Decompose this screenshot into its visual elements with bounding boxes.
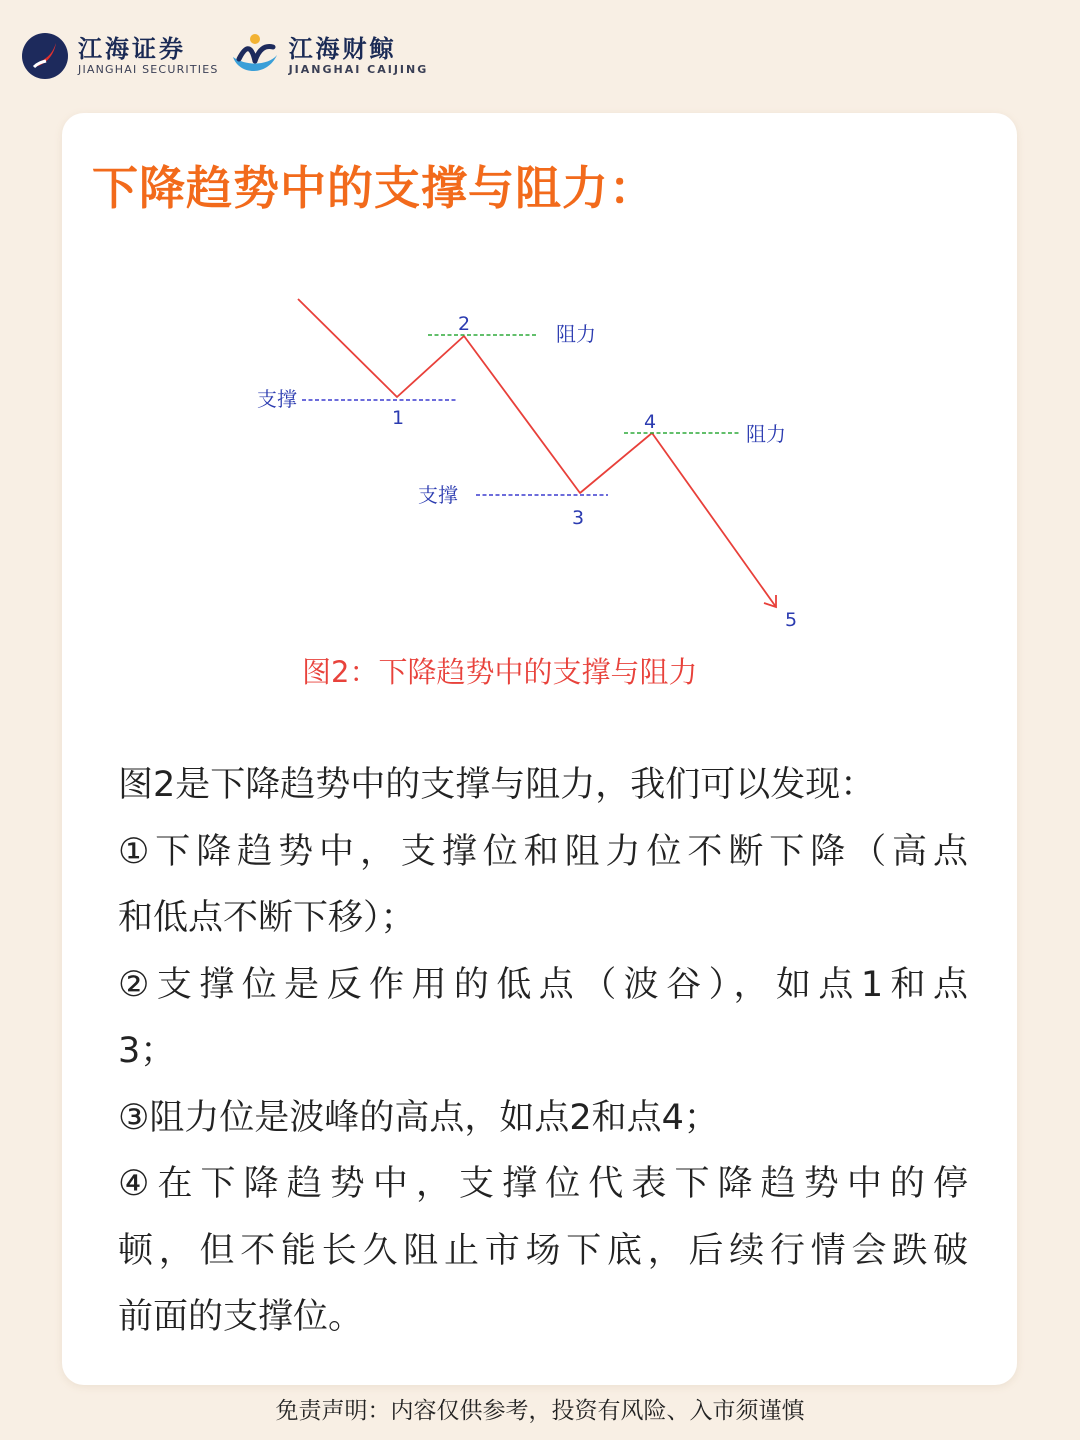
item-4-line-2: 顿，但不能长久阻止市场下底，后续行情会跌破 (118, 1230, 968, 1271)
item-3-line: ③阻力位是波峰的高点，如点2和点4； (118, 1097, 719, 1138)
brand-jianghai-caijing (229, 31, 429, 81)
item-4-line-1: ④在下降趋势中，支撑位代表下降趋势中的停 (118, 1164, 968, 1204)
point-label-4: 4 (644, 411, 657, 433)
resistance-label-1: 阻力 (556, 322, 596, 346)
item-2-line-1: ②支撑位是反作用的低点（波谷），如点1和点 (118, 964, 968, 1005)
item-4-line-3: 前面的支撑位。 (118, 1297, 364, 1337)
diagram-caption: 图2：下降趋势中的支撑与阻力 (302, 655, 698, 689)
header (20, 28, 440, 84)
item-2-line-2: 3； (118, 1031, 176, 1071)
point-label-2: 2 (458, 313, 471, 335)
price-line (298, 299, 776, 607)
explanation-text (118, 752, 968, 1351)
intro-line: 图2是下降趋势中的支撑与阻力，我们可以发现： (118, 765, 876, 805)
brand2-name: 江海财鲸 (288, 35, 397, 63)
support-label-1: 支撑 (257, 387, 297, 411)
item-1-line-1: ①下降趋势中，支撑位和阻力位不断下降（高点 (118, 831, 968, 872)
page-title: 下降趋势中的支撑与阻力： (92, 161, 656, 215)
whale-logo-icon (229, 31, 281, 81)
brand1-name: 江海证券 (78, 35, 186, 63)
support-label-2: 支撑 (418, 483, 458, 507)
point-label-3: 3 (572, 507, 585, 529)
support-resistance-diagram (240, 285, 820, 645)
point-label-5: 5 (785, 609, 798, 631)
disclaimer: 免责声明：内容仅供参考，投资有风险、入市须谨慎 (275, 1398, 805, 1424)
resistance-label-2: 阻力 (746, 422, 786, 446)
brand-jianghai-securities (20, 31, 219, 81)
brand1-english: JIANGHAI SECURITIES (78, 63, 219, 76)
item-1-line-2: 和低点不断下移）； (118, 898, 416, 938)
point-label-1: 1 (392, 407, 405, 429)
jianghai-securities-logo-icon (20, 31, 70, 81)
brand2-english: JIANGHAI CAIJING (288, 63, 429, 76)
